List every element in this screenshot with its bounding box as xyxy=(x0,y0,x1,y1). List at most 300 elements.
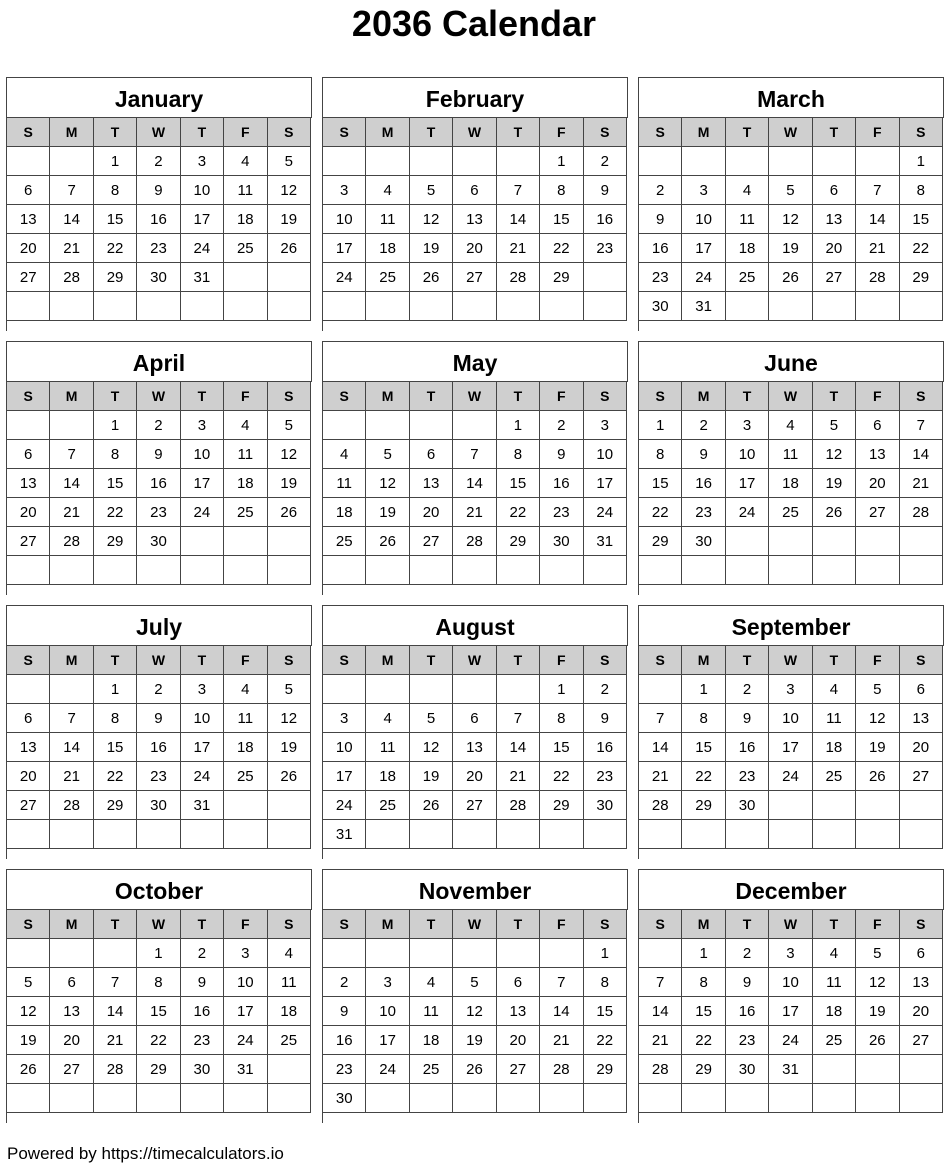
day-cell: 3 xyxy=(769,939,812,968)
week-row xyxy=(7,556,311,585)
week-row xyxy=(323,147,627,176)
weekday-header-row xyxy=(323,118,627,147)
weekday-header-row xyxy=(323,646,627,675)
day-cell: 28 xyxy=(496,791,539,820)
day-cell xyxy=(224,292,267,321)
week-row xyxy=(7,968,311,997)
day-cell xyxy=(7,411,50,440)
day-cell: 12 xyxy=(453,997,496,1026)
day-cell xyxy=(540,939,583,968)
weekday-label: S xyxy=(7,118,50,147)
day-cell: 15 xyxy=(682,997,725,1026)
day-cell: 10 xyxy=(323,205,366,234)
month-day-grid xyxy=(6,909,311,1113)
day-cell: 13 xyxy=(7,733,50,762)
day-cell: 5 xyxy=(7,968,50,997)
day-cell: 22 xyxy=(682,1026,725,1055)
day-cell xyxy=(540,292,583,321)
day-cell: 7 xyxy=(540,968,583,997)
weekday-label: W xyxy=(769,118,812,147)
day-cell: 22 xyxy=(496,498,539,527)
month-july xyxy=(6,605,312,859)
month-name: February xyxy=(323,78,628,118)
day-cell: 19 xyxy=(267,469,310,498)
weekday-label: F xyxy=(224,382,267,411)
day-cell: 28 xyxy=(639,1055,682,1084)
day-cell xyxy=(224,263,267,292)
week-row xyxy=(323,939,627,968)
day-cell xyxy=(583,292,626,321)
day-cell xyxy=(267,556,310,585)
day-cell xyxy=(639,147,682,176)
day-cell xyxy=(409,556,452,585)
day-cell xyxy=(409,939,452,968)
day-cell: 22 xyxy=(93,762,136,791)
day-cell: 15 xyxy=(583,997,626,1026)
weekday-label: M xyxy=(366,118,409,147)
day-cell: 2 xyxy=(639,176,682,205)
weekday-label: F xyxy=(856,646,899,675)
day-cell: 25 xyxy=(725,263,768,292)
weekday-label: T xyxy=(496,382,539,411)
day-cell xyxy=(725,292,768,321)
day-cell: 13 xyxy=(496,997,539,1026)
day-cell: 4 xyxy=(366,704,409,733)
day-cell xyxy=(224,1084,267,1113)
day-cell: 7 xyxy=(856,176,899,205)
day-cell xyxy=(856,292,899,321)
day-cell xyxy=(856,147,899,176)
day-cell: 20 xyxy=(899,997,942,1026)
day-cell: 31 xyxy=(682,292,725,321)
week-row xyxy=(7,820,311,849)
day-cell: 18 xyxy=(224,733,267,762)
day-cell xyxy=(7,939,50,968)
day-cell: 5 xyxy=(453,968,496,997)
month-name: April xyxy=(7,342,312,382)
day-cell xyxy=(812,292,855,321)
day-cell: 12 xyxy=(409,205,452,234)
day-cell: 27 xyxy=(7,263,50,292)
day-cell: 8 xyxy=(137,968,180,997)
day-cell: 2 xyxy=(725,675,768,704)
day-cell: 2 xyxy=(323,968,366,997)
day-cell: 13 xyxy=(50,997,93,1026)
day-cell: 24 xyxy=(180,498,223,527)
day-cell: 26 xyxy=(7,1055,50,1084)
month-february xyxy=(322,77,628,331)
day-cell xyxy=(856,1084,899,1113)
day-cell: 18 xyxy=(409,1026,452,1055)
day-cell: 11 xyxy=(224,176,267,205)
day-cell: 7 xyxy=(639,968,682,997)
day-cell: 24 xyxy=(180,234,223,263)
day-cell: 24 xyxy=(769,762,812,791)
day-cell: 10 xyxy=(769,968,812,997)
weekday-label: T xyxy=(409,910,452,939)
day-cell: 17 xyxy=(180,469,223,498)
day-cell xyxy=(50,675,93,704)
day-cell xyxy=(224,791,267,820)
day-cell xyxy=(769,292,812,321)
day-cell xyxy=(496,147,539,176)
day-cell: 7 xyxy=(496,704,539,733)
month-name: July xyxy=(7,606,312,646)
day-cell: 18 xyxy=(725,234,768,263)
day-cell: 22 xyxy=(93,234,136,263)
day-cell: 21 xyxy=(639,1026,682,1055)
day-cell: 11 xyxy=(224,440,267,469)
day-cell: 28 xyxy=(540,1055,583,1084)
day-cell xyxy=(323,939,366,968)
month-august xyxy=(322,605,628,859)
day-cell xyxy=(769,791,812,820)
week-row xyxy=(323,1055,627,1084)
day-cell: 11 xyxy=(323,469,366,498)
day-cell xyxy=(812,1084,855,1113)
day-cell: 2 xyxy=(180,939,223,968)
day-cell: 24 xyxy=(180,762,223,791)
week-row xyxy=(639,1026,943,1055)
day-cell xyxy=(856,820,899,849)
day-cell: 31 xyxy=(769,1055,812,1084)
day-cell: 20 xyxy=(453,234,496,263)
day-cell xyxy=(496,820,539,849)
day-cell xyxy=(812,820,855,849)
day-cell: 9 xyxy=(323,997,366,1026)
month-name: August xyxy=(323,606,628,646)
day-cell: 1 xyxy=(540,675,583,704)
day-cell: 3 xyxy=(224,939,267,968)
week-row xyxy=(7,527,311,556)
day-cell xyxy=(583,820,626,849)
day-cell: 7 xyxy=(50,704,93,733)
day-cell: 5 xyxy=(409,704,452,733)
day-cell: 25 xyxy=(812,1026,855,1055)
day-cell xyxy=(50,292,93,321)
week-row xyxy=(639,733,943,762)
day-cell xyxy=(137,1084,180,1113)
day-cell xyxy=(50,820,93,849)
weekday-label: S xyxy=(267,382,310,411)
day-cell: 6 xyxy=(812,176,855,205)
week-row xyxy=(639,234,943,263)
day-cell xyxy=(409,675,452,704)
weekday-label: F xyxy=(224,646,267,675)
weekday-label: T xyxy=(725,382,768,411)
day-cell: 18 xyxy=(812,733,855,762)
day-cell: 15 xyxy=(540,733,583,762)
day-cell: 19 xyxy=(409,762,452,791)
day-cell xyxy=(50,1084,93,1113)
powered-by-footer: Powered by https://timecalculators.io xyxy=(7,1144,284,1163)
day-cell: 1 xyxy=(682,939,725,968)
day-cell xyxy=(899,527,942,556)
day-cell: 6 xyxy=(453,176,496,205)
day-cell xyxy=(323,292,366,321)
day-cell xyxy=(366,939,409,968)
day-cell: 17 xyxy=(682,234,725,263)
day-cell: 17 xyxy=(366,1026,409,1055)
day-cell: 10 xyxy=(180,440,223,469)
day-cell: 12 xyxy=(267,176,310,205)
day-cell: 1 xyxy=(899,147,942,176)
day-cell: 4 xyxy=(224,675,267,704)
day-cell: 19 xyxy=(7,1026,50,1055)
day-cell xyxy=(50,411,93,440)
day-cell: 16 xyxy=(583,733,626,762)
weekday-label: T xyxy=(93,910,136,939)
weekday-label: T xyxy=(180,910,223,939)
day-cell: 14 xyxy=(899,440,942,469)
day-cell: 8 xyxy=(639,440,682,469)
day-cell: 21 xyxy=(496,762,539,791)
day-cell xyxy=(93,556,136,585)
day-cell: 16 xyxy=(540,469,583,498)
day-cell: 13 xyxy=(453,733,496,762)
day-cell: 20 xyxy=(453,762,496,791)
day-cell: 15 xyxy=(93,469,136,498)
day-cell xyxy=(899,292,942,321)
day-cell: 12 xyxy=(7,997,50,1026)
day-cell xyxy=(323,556,366,585)
day-cell: 27 xyxy=(453,263,496,292)
day-cell xyxy=(7,820,50,849)
day-cell xyxy=(725,820,768,849)
day-cell xyxy=(769,556,812,585)
week-row xyxy=(323,292,627,321)
day-cell: 8 xyxy=(899,176,942,205)
week-row xyxy=(7,762,311,791)
day-cell xyxy=(496,292,539,321)
month-march xyxy=(638,77,944,331)
day-cell xyxy=(639,675,682,704)
month-day-grid xyxy=(322,117,627,321)
week-row xyxy=(7,733,311,762)
day-cell xyxy=(323,411,366,440)
weekday-label: F xyxy=(856,382,899,411)
day-cell: 14 xyxy=(856,205,899,234)
day-cell: 1 xyxy=(682,675,725,704)
week-row xyxy=(639,1055,943,1084)
weekday-label: F xyxy=(540,382,583,411)
day-cell: 14 xyxy=(50,469,93,498)
day-cell: 17 xyxy=(769,997,812,1026)
day-cell: 19 xyxy=(856,997,899,1026)
day-cell: 25 xyxy=(769,498,812,527)
day-cell: 3 xyxy=(323,704,366,733)
weekday-label: T xyxy=(496,118,539,147)
day-cell: 13 xyxy=(856,440,899,469)
day-cell: 1 xyxy=(639,411,682,440)
day-cell: 19 xyxy=(453,1026,496,1055)
weekday-label: S xyxy=(7,382,50,411)
day-cell: 4 xyxy=(366,176,409,205)
day-cell: 10 xyxy=(323,733,366,762)
day-cell: 29 xyxy=(93,527,136,556)
weekday-header-row xyxy=(639,910,943,939)
day-cell: 3 xyxy=(180,675,223,704)
day-cell: 11 xyxy=(725,205,768,234)
weekday-label: T xyxy=(93,382,136,411)
day-cell: 21 xyxy=(93,1026,136,1055)
week-row xyxy=(639,527,943,556)
day-cell: 7 xyxy=(50,176,93,205)
day-cell xyxy=(267,292,310,321)
weekday-header-row xyxy=(7,646,311,675)
day-cell: 30 xyxy=(137,527,180,556)
month-name: September xyxy=(639,606,944,646)
weekday-label: T xyxy=(496,910,539,939)
day-cell: 4 xyxy=(224,147,267,176)
day-cell: 4 xyxy=(769,411,812,440)
month-september xyxy=(638,605,944,859)
day-cell: 23 xyxy=(725,1026,768,1055)
day-cell: 11 xyxy=(267,968,310,997)
day-cell xyxy=(409,820,452,849)
day-cell: 30 xyxy=(682,527,725,556)
week-row xyxy=(7,176,311,205)
day-cell: 28 xyxy=(496,263,539,292)
day-cell: 29 xyxy=(899,263,942,292)
day-cell: 9 xyxy=(725,968,768,997)
weekday-label: F xyxy=(224,910,267,939)
day-cell: 26 xyxy=(453,1055,496,1084)
day-cell: 26 xyxy=(769,263,812,292)
day-cell: 8 xyxy=(496,440,539,469)
day-cell: 23 xyxy=(583,762,626,791)
day-cell: 20 xyxy=(409,498,452,527)
week-row xyxy=(7,939,311,968)
weekday-label: M xyxy=(366,382,409,411)
week-row xyxy=(7,675,311,704)
day-cell: 4 xyxy=(812,939,855,968)
day-cell: 15 xyxy=(540,205,583,234)
day-cell: 15 xyxy=(137,997,180,1026)
day-cell: 16 xyxy=(639,234,682,263)
day-cell: 29 xyxy=(583,1055,626,1084)
day-cell: 19 xyxy=(409,234,452,263)
day-cell xyxy=(267,1084,310,1113)
day-cell: 27 xyxy=(899,762,942,791)
day-cell xyxy=(323,675,366,704)
day-cell: 22 xyxy=(540,234,583,263)
day-cell: 29 xyxy=(682,1055,725,1084)
week-row xyxy=(323,234,627,263)
day-cell: 15 xyxy=(93,205,136,234)
day-cell: 30 xyxy=(583,791,626,820)
weekday-label: T xyxy=(409,382,452,411)
month-day-grid xyxy=(638,645,943,849)
week-row xyxy=(323,411,627,440)
day-cell: 29 xyxy=(137,1055,180,1084)
month-day-grid xyxy=(638,117,943,321)
day-cell: 18 xyxy=(224,205,267,234)
month-june xyxy=(638,341,944,595)
weekday-label: T xyxy=(812,118,855,147)
day-cell: 9 xyxy=(137,440,180,469)
week-row xyxy=(323,1084,627,1113)
day-cell: 12 xyxy=(267,704,310,733)
day-cell: 27 xyxy=(453,791,496,820)
day-cell: 18 xyxy=(769,469,812,498)
day-cell: 14 xyxy=(639,733,682,762)
week-row xyxy=(639,968,943,997)
day-cell: 21 xyxy=(496,234,539,263)
day-cell xyxy=(409,147,452,176)
day-cell xyxy=(50,147,93,176)
week-row xyxy=(323,263,627,292)
day-cell: 29 xyxy=(93,263,136,292)
day-cell xyxy=(769,147,812,176)
day-cell: 6 xyxy=(899,675,942,704)
day-cell: 3 xyxy=(180,411,223,440)
day-cell: 4 xyxy=(409,968,452,997)
weekday-label: W xyxy=(769,382,812,411)
day-cell: 20 xyxy=(812,234,855,263)
day-cell xyxy=(639,556,682,585)
day-cell: 31 xyxy=(583,527,626,556)
day-cell: 14 xyxy=(453,469,496,498)
day-cell: 25 xyxy=(366,263,409,292)
day-cell: 28 xyxy=(639,791,682,820)
day-cell: 5 xyxy=(366,440,409,469)
day-cell: 14 xyxy=(540,997,583,1026)
weekday-label: S xyxy=(267,118,310,147)
weekday-label: M xyxy=(50,646,93,675)
day-cell: 30 xyxy=(180,1055,223,1084)
weekday-label: T xyxy=(180,118,223,147)
weekday-header-row xyxy=(639,118,943,147)
day-cell: 25 xyxy=(224,498,267,527)
week-row xyxy=(7,147,311,176)
weekday-header-row xyxy=(323,910,627,939)
day-cell: 21 xyxy=(899,469,942,498)
day-cell xyxy=(725,1084,768,1113)
day-cell: 2 xyxy=(137,147,180,176)
week-row xyxy=(639,498,943,527)
day-cell: 8 xyxy=(93,176,136,205)
day-cell: 12 xyxy=(769,205,812,234)
weekday-label: T xyxy=(725,118,768,147)
day-cell: 11 xyxy=(812,968,855,997)
day-cell: 30 xyxy=(725,1055,768,1084)
day-cell: 13 xyxy=(7,469,50,498)
month-april xyxy=(6,341,312,595)
day-cell: 14 xyxy=(50,205,93,234)
weekday-label: M xyxy=(50,910,93,939)
page-title: 2036 Calendar xyxy=(351,3,597,44)
week-row xyxy=(7,411,311,440)
day-cell xyxy=(137,292,180,321)
day-cell: 18 xyxy=(224,469,267,498)
day-cell: 23 xyxy=(682,498,725,527)
month-day-grid xyxy=(6,117,311,321)
day-cell: 21 xyxy=(50,762,93,791)
weekday-label: M xyxy=(682,910,725,939)
day-cell: 17 xyxy=(224,997,267,1026)
month-day-grid xyxy=(322,381,627,585)
weekday-label: M xyxy=(366,910,409,939)
day-cell: 9 xyxy=(137,704,180,733)
weekday-header-row xyxy=(7,910,311,939)
day-cell xyxy=(267,527,310,556)
weekday-label: S xyxy=(323,382,366,411)
day-cell xyxy=(50,556,93,585)
month-may xyxy=(322,341,628,595)
day-cell: 12 xyxy=(366,469,409,498)
weekday-label: T xyxy=(409,646,452,675)
